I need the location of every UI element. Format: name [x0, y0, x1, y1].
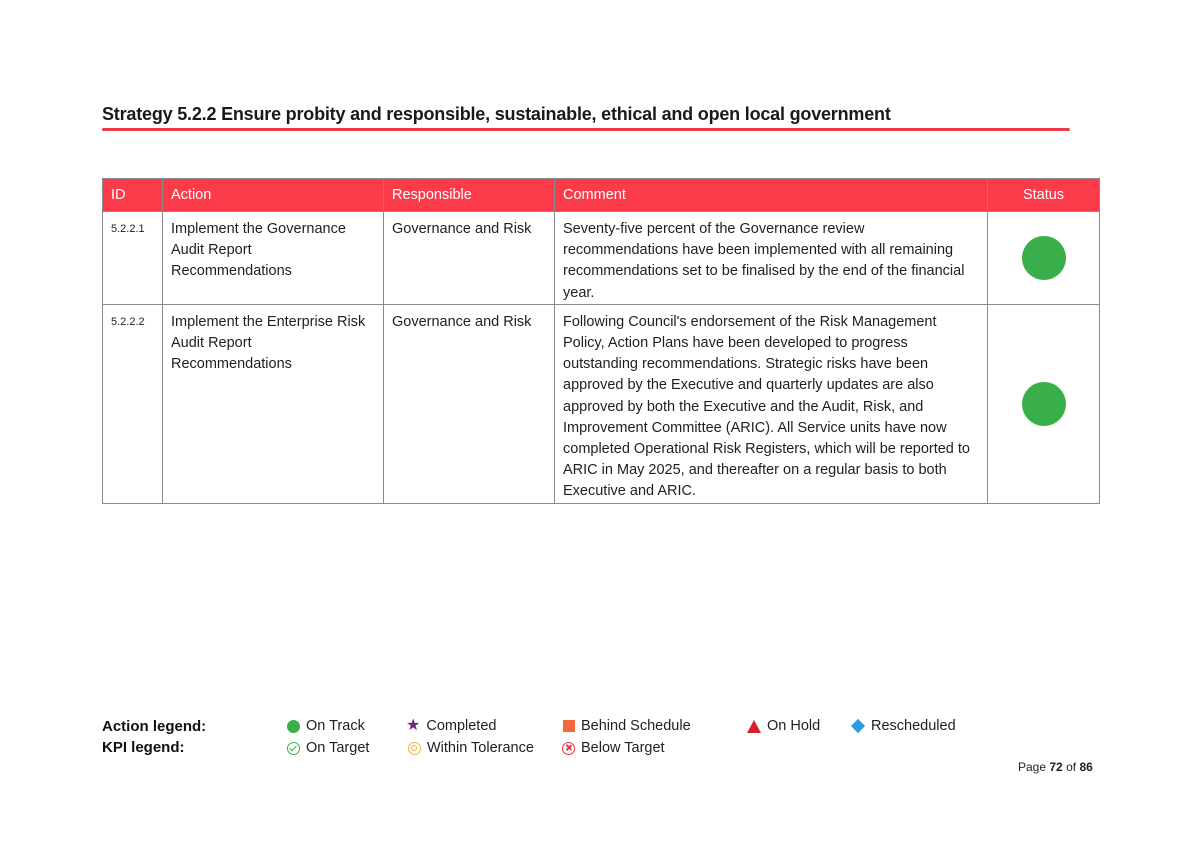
header-status: Status [988, 179, 1100, 212]
row-status [988, 212, 1100, 305]
row-responsible: Governance and Risk [384, 212, 555, 305]
page-number [1018, 760, 1093, 774]
row-action: Implement the Governance Audit Report Recommendations [163, 212, 384, 305]
legend-label: Rescheduled [871, 718, 956, 734]
legend-label: On Track [306, 718, 365, 734]
legend-behind-schedule [563, 718, 691, 734]
green-circle-icon [287, 720, 300, 733]
actions-table [102, 178, 1100, 504]
table-header-row [103, 179, 1100, 212]
legend-label: Within Tolerance [427, 740, 534, 756]
red-triangle-icon [747, 720, 761, 733]
legend-on-target [287, 740, 369, 756]
page-total: 86 [1079, 760, 1093, 774]
row-id: 5.2.2.1 [103, 212, 163, 305]
legend-label: On Hold [767, 718, 821, 734]
row-comment: Seventy-five percent of the Governance review recommendations have been implemented with all remaining recommendations set to be finalised by the end of the financial year. [555, 212, 988, 305]
action-legend-label: Action legend: [102, 718, 207, 735]
kpi-legend-label: KPI legend: [102, 739, 185, 756]
target-circle-icon [408, 742, 421, 755]
legend-label: Completed [426, 718, 497, 734]
header-responsible: Responsible [384, 179, 555, 212]
on-track-status-icon [1022, 382, 1066, 426]
purple-star-icon: ★ [406, 717, 421, 734]
header-id: ID [103, 179, 163, 212]
orange-square-icon [563, 720, 575, 732]
heading-underline [102, 128, 1070, 131]
page-prefix: Page [1018, 760, 1047, 774]
row-comment: Following Council's endorsement of the Risk Management Policy, Action Plans have been developed to progress outstanding recommendations. Strategic risks have been approved by the Executive and quarterly updates are also approved by both the Executive and the Audit, Risk, and Improvement Committee (ARIC). All Service units have now completed Operational Risk Registers, which will be reported to ARIC in May 2025, and thereafter on a regular basis to both Executive and ARIC. [555, 304, 988, 503]
table-row [103, 304, 1100, 503]
row-status [988, 304, 1100, 503]
row-action: Implement the Enterprise Risk Audit Report Recommendations [163, 304, 384, 503]
header-action: Action [163, 179, 384, 212]
row-responsible: Governance and Risk [384, 304, 555, 503]
legend-completed [406, 718, 496, 734]
legend-on-hold [747, 718, 820, 734]
strategy-heading: Strategy 5.2.2 Ensure probity and responsible, sustainable, ethical and open local government [102, 104, 891, 124]
page-of: of [1066, 760, 1077, 774]
on-track-status-icon [1022, 236, 1066, 280]
check-circle-icon [287, 742, 300, 755]
table-row [103, 212, 1100, 305]
x-circle-icon [562, 742, 575, 755]
row-id: 5.2.2.2 [103, 304, 163, 503]
legend-label: Below Target [581, 740, 665, 756]
page-current: 72 [1049, 760, 1063, 774]
legend-label: Behind Schedule [581, 718, 691, 734]
legend-rescheduled [851, 718, 956, 734]
legend-label: On Target [306, 740, 370, 756]
legend-within-tolerance [408, 740, 534, 756]
legend-below-target [562, 740, 665, 756]
blue-diamond-icon [851, 719, 865, 733]
legend-on-track [287, 718, 365, 734]
header-comment: Comment [555, 179, 988, 212]
